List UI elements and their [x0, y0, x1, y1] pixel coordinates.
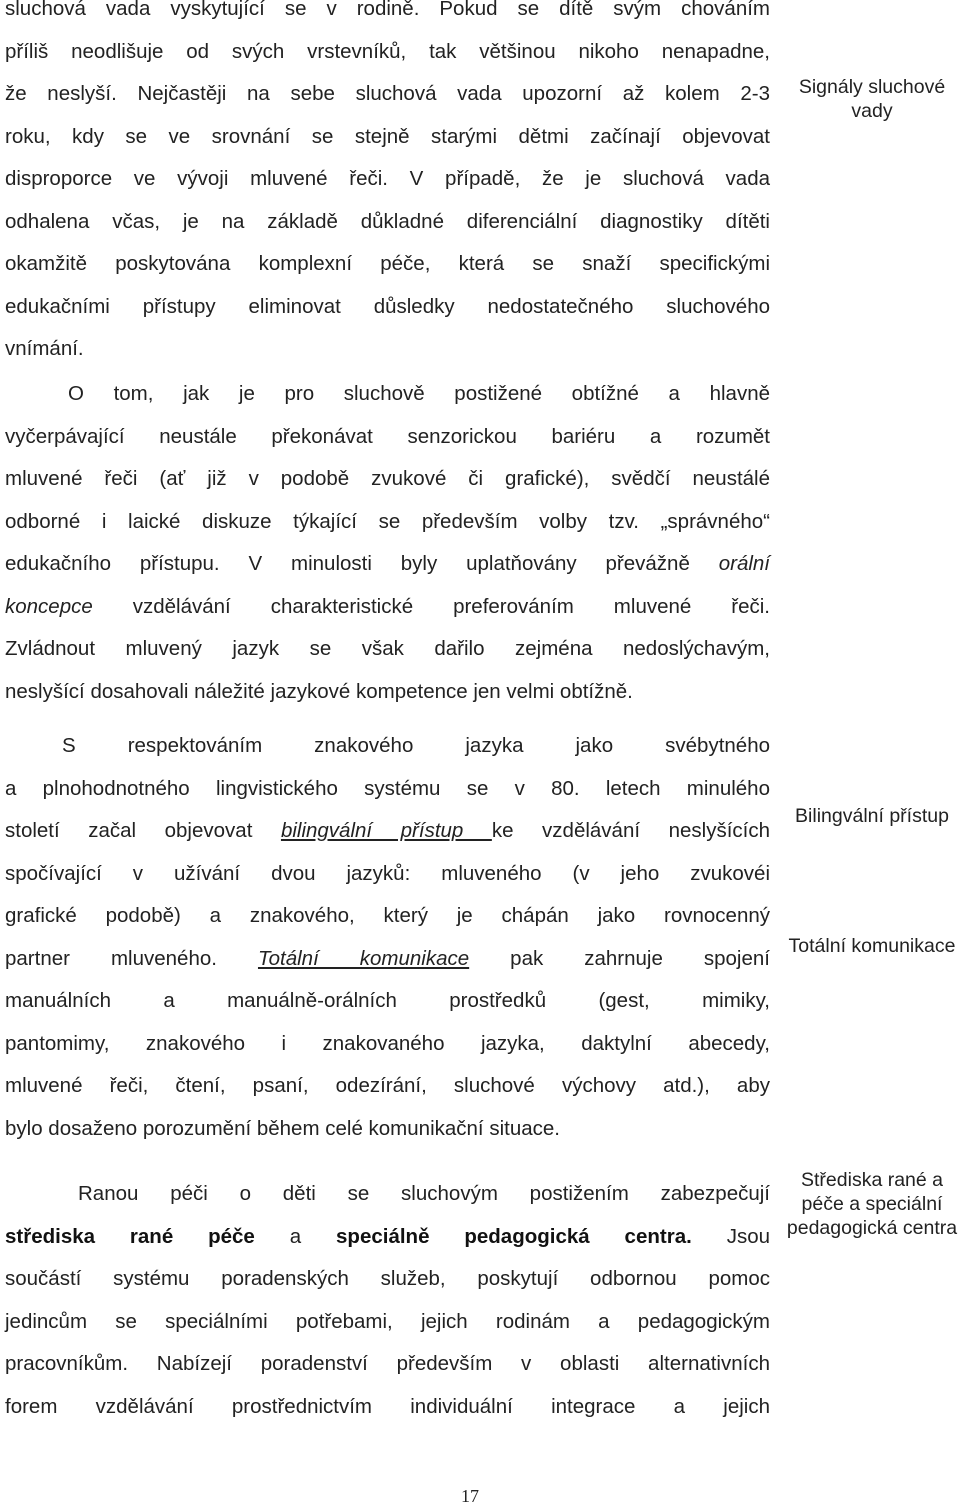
text-line: pracovníkům. Nabízejí poradenství především v oblasti alternativních — [5, 1352, 770, 1375]
text-line: jedincům se speciálními potřebami, jejich rodinám a pedagogickým — [5, 1309, 770, 1333]
text-line — [5, 543, 770, 586]
text-line: sluchová vada vyskytující se v rodině. Pokud se dítě svým chováním — [5, 0, 770, 20]
bilingual-approach-term: bilingvální přístup — [280, 819, 492, 842]
text-line: příliš neodlišuje od svých vrstevníků, tak většinou nikoho nenapadne, — [5, 39, 770, 63]
paragraph-early-care-centers — [5, 1173, 770, 1428]
page-number: 17 — [461, 1486, 479, 1506]
text-line: okamžitě poskytována komplexní péče, která se snaží specifickými — [5, 252, 770, 275]
margin-note-hearing-signals: Signály sluchové vady — [798, 76, 946, 122]
text-line: součástí systému poradenských služeb, poskytují odbornou pomoc — [5, 1267, 770, 1290]
total-communication-term: Totální komunikace — [257, 946, 470, 970]
paragraph-hearing-signals — [5, 0, 770, 371]
text-line: spočívající v užívání dvou jazyků: mluveného (v jeho zvukovéi — [5, 861, 770, 885]
margin-note-centers: Střediska rané a péče a speciální pedagogická centra — [786, 1169, 958, 1239]
text-line: mluvené řeči (ať již v podobě zvukové či grafické), svědčí neustálé — [5, 467, 770, 490]
text-segment: edukačního přístupu. V minulosti byly uplatňovány převážně — [5, 552, 690, 575]
text-segment: ke vzdělávání neslyšících — [491, 819, 770, 842]
text-line — [5, 586, 770, 629]
text-segment: a — [289, 1224, 302, 1248]
text-line: forem vzdělávání prostřednictvím individuální integrace a jejich — [5, 1394, 770, 1418]
text-line: Zvládnout mluvený jazyk se však dařilo zejména nedoslýchavým, — [5, 637, 770, 660]
text-line: vyčerpávající neustále překonávat senzorickou bariéru a rozumět — [5, 424, 770, 448]
margin-note-bilingual: Bilingvální přístup — [795, 805, 949, 827]
text-segment: století začal objevovat — [5, 819, 253, 842]
margin-note-total-communication: Totální komunikace — [788, 935, 956, 957]
text-line: vnímání. — [5, 337, 84, 360]
text-line — [5, 810, 770, 853]
text-line: že neslyší. Nejčastěji na sebe sluchová vada upozorní až kolem 2-3 — [5, 82, 770, 105]
text-segment: vzdělávání charakteristické preferováním mluvené řeči. — [132, 594, 770, 618]
early-care-centers-term: střediska rané péče — [5, 1224, 255, 1248]
text-line: pantomimy, znakového i znakovaného jazyka, daktylní abecedy, — [5, 1031, 770, 1055]
text-line: neslyšící dosahovali náležité jazykové kompetence jen velmi obtížně. — [5, 679, 633, 703]
text-line: Ranou péči o děti se sluchovým postižením zabezpečují — [78, 1182, 770, 1205]
paragraph-educational-approach — [5, 373, 770, 713]
oral-concept-term: orální — [718, 552, 770, 575]
special-pedagogical-centers-term: speciálně pedagogická centra. — [336, 1224, 692, 1248]
text-line: odborné i laické diskuze týkající se především volby tzv. „správného“ — [5, 509, 770, 533]
text-line: edukačními přístupy eliminovat důsledky nedostatečného sluchového — [5, 294, 770, 318]
oral-concept-term: koncepce — [5, 594, 93, 618]
text-line: disproporce ve vývoji mluvené řeči. V případě, že je sluchová vada — [5, 167, 770, 190]
paragraph-bilingual-total-communication — [5, 725, 770, 1150]
text-line: mluvené řeči, čtení, psaní, odezírání, sluchové výchovy atd.), aby — [5, 1074, 770, 1097]
text-line: O tom, jak je pro sluchově postižené obtížné a hlavně — [68, 382, 770, 405]
text-segment: partner mluveného. — [5, 946, 217, 970]
text-line: manuálních a manuálně-orálních prostředků (gest, mimiky, — [5, 989, 770, 1012]
text-line: S respektováním znakového jazyka jako svébytného — [62, 734, 770, 757]
text-line: odhalena včas, je na základě důkladné diferenciální diagnostiky dítěti — [5, 209, 770, 233]
text-line: a plnohodnotného lingvistického systému se v 80. letech minulého — [5, 776, 770, 800]
text-line: grafické podobě) a znakového, který je chápán jako rovnocenný — [5, 904, 770, 927]
text-line: bylo dosaženo porozumění během celé komunikační situace. — [5, 1116, 560, 1140]
text-segment: pak zahrnuje spojení — [510, 946, 770, 970]
text-line — [5, 938, 770, 981]
text-line: roku, kdy se ve srovnání se stejně starými dětmi začínají objevovat — [5, 124, 770, 148]
text-line — [5, 1216, 770, 1259]
text-segment: Jsou — [726, 1224, 770, 1248]
